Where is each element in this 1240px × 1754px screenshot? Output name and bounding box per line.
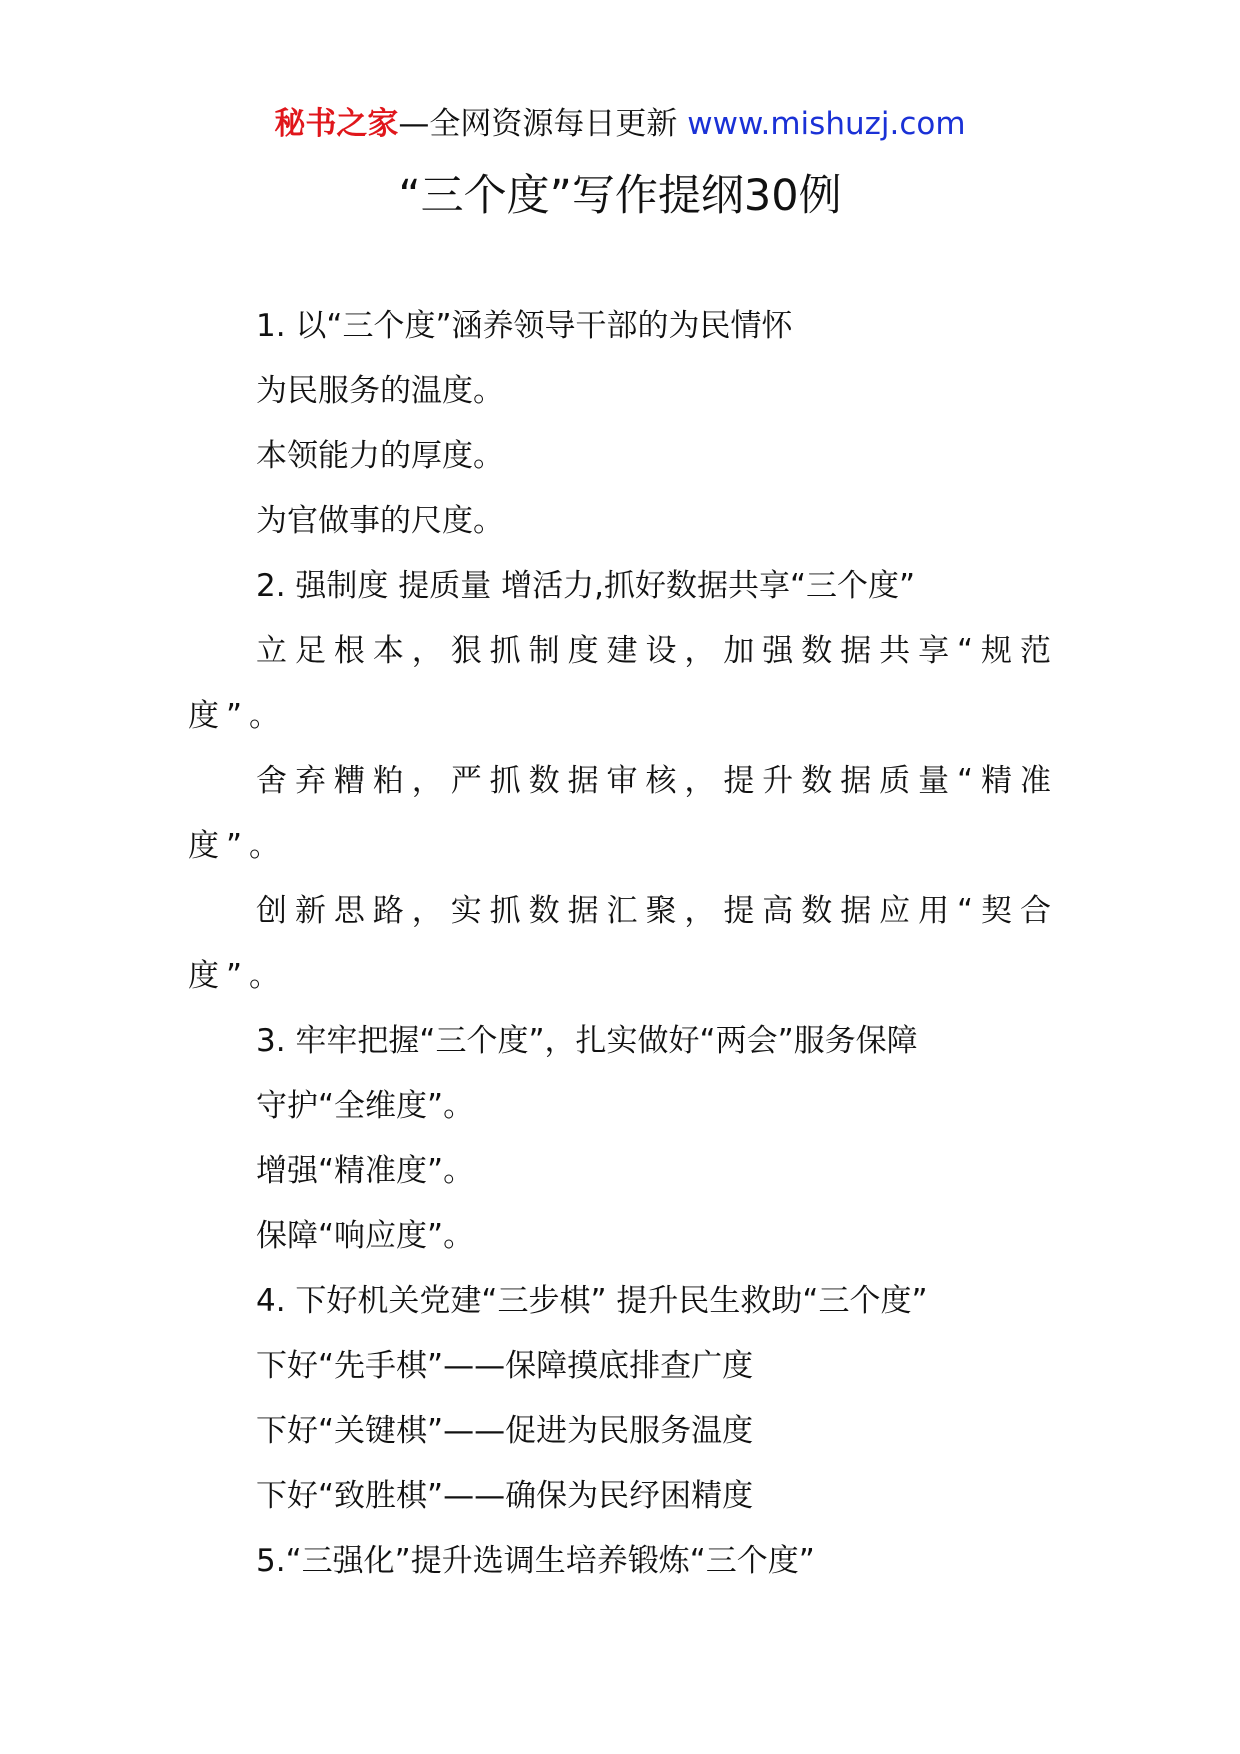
paragraph-heading-4: 4. 下好机关党建“三步棋” 提升民生救助“三个度”	[256, 1283, 928, 1319]
paragraph: 下好“关键棋”——促进为民服务温度	[256, 1413, 754, 1449]
paragraph: 下好“致胜棋”——确保为民纾困精度	[256, 1478, 754, 1514]
document-body	[188, 294, 1058, 1594]
paragraph: 舍弃糟粕，严抓数据审核，提升数据质量“精准度”。	[188, 763, 1058, 864]
paragraph: 创新思路，实抓数据汇聚，提高数据应用“契合度”。	[188, 893, 1058, 994]
site-slogan: —全网资源每日更新	[398, 106, 688, 142]
paragraph: 为民服务的温度。	[256, 373, 504, 409]
paragraph: 本领能力的厚度。	[256, 438, 504, 474]
paragraph: 守护“全维度”。	[256, 1088, 475, 1124]
paragraph: 立足根本，狠抓制度建设，加强数据共享“规范度”。	[188, 633, 1058, 734]
document-title: “三个度”写作提纲30例	[398, 171, 842, 221]
site-name: 秘书之家	[274, 106, 399, 142]
paragraph-heading-5: 5.“三强化”提升选调生培养锻炼“三个度”	[256, 1543, 815, 1579]
site-banner	[0, 104, 1240, 144]
paragraph-heading-1: 1. 以“三个度”涵养领导干部的为民情怀	[256, 308, 793, 344]
paragraph-heading-2: 2. 强制度 提质量 增活力,抓好数据共享“三个度”	[256, 568, 916, 604]
paragraph: 保障“响应度”。	[256, 1218, 475, 1254]
paragraph-heading-3: 3. 牢牢把握“三个度”，扎实做好“两会”服务保障	[256, 1023, 918, 1059]
paragraph: 为官做事的尺度。	[256, 503, 504, 539]
site-url-link[interactable]: www.mishuzj.com	[687, 106, 966, 142]
paragraph: 增强“精准度”。	[256, 1153, 475, 1189]
paragraph: 下好“先手棋”——保障摸底排查广度	[256, 1348, 754, 1384]
